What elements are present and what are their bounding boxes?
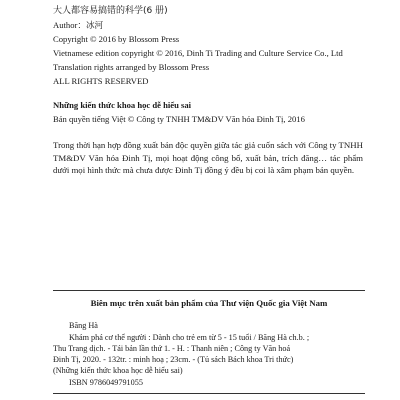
vietnamese-copyright: Bản quyền tiếng Việt © Công ty TNHH TM&DV Văn hóa Đinh Tị, 2016 bbox=[53, 114, 305, 124]
catalog-line-2: Thu Trang dịch. - Tái bản lần thứ 1. - H. : Thanh niên ; Công ty Văn hoá bbox=[53, 344, 291, 353]
author-line: Author：冰河 bbox=[53, 20, 104, 30]
translation-rights-line: Translation rights arranged by Blossom Press bbox=[53, 62, 210, 72]
divider-top bbox=[53, 290, 365, 291]
catalog-line-4: (Những kiến thức khoa học dễ hiểu sai) bbox=[53, 366, 183, 375]
catalog-heading: Biên mục trên xuất bản phẩm của Thư viện Quốc gia Việt Nam bbox=[90, 298, 328, 308]
all-rights-reserved: ALL RIGHTS RESERVED bbox=[53, 76, 149, 86]
copyright-notice-paragraph: Trong thời hạn hợp đồng xuất bản độc quyền giữa tác giả cuốn sách với Công ty TNHH TM&DV Văn hóa Đinh Tị, mọi hoạt động công bố, xuất bản, trích đăng… tác phẩm dưới mọi hình thức mà chưa được Đinh Tị đồng ý đều bị coi là xâm phạm bản quyền. bbox=[53, 140, 363, 176]
series-title: Những kiến thức khoa học dễ hiểu sai bbox=[53, 100, 192, 110]
catalog-author: Băng Hà bbox=[69, 321, 98, 330]
copyright-line: Copyright © 2016 by Blossom Press bbox=[53, 34, 180, 44]
vietnamese-edition-line: Vietnamese edition copyright © 2016, Dinh Ti Trading and Culture Service Co., Ltd bbox=[53, 48, 343, 58]
original-title: 大人都容易搞错的科学(6 册) bbox=[53, 6, 168, 16]
catalog-line-1: Khám phá cơ thể người : Dành cho trẻ em từ 5 - 15 tuổi / Băng Hà ch.b. ; bbox=[69, 333, 310, 342]
catalog-line-3: Đinh Tị, 2020. - 132tr. : minh hoạ ; 23cm. - (Tủ sách Bách khoa Tri thức) bbox=[53, 355, 294, 364]
divider-bottom bbox=[53, 393, 365, 394]
catalog-isbn: ISBN 9786049791055 bbox=[69, 378, 143, 387]
